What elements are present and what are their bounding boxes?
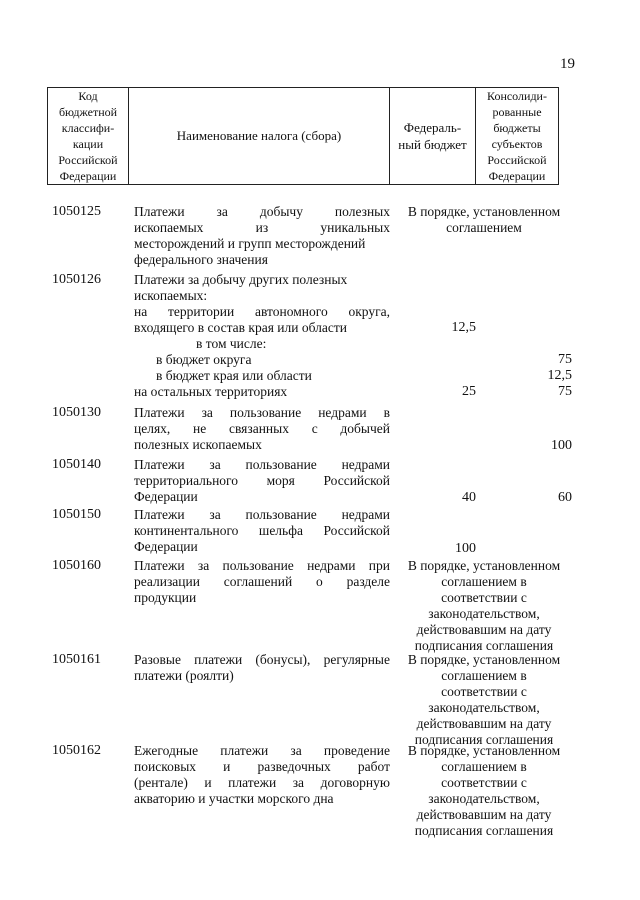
row-name: [134, 204, 390, 268]
row-note-line: соглашением: [446, 220, 522, 235]
row-note-line: В порядке, установленном: [407, 743, 561, 758]
row-name-line: полезных ископаемых: [134, 437, 262, 452]
header-regional-line: Федерации: [488, 169, 546, 183]
header-regional-line: рованные: [492, 105, 542, 119]
header-code-line: Российской: [58, 153, 118, 167]
row-code: 1050130: [52, 405, 101, 420]
row-name-line: платежи (роялти): [134, 668, 234, 683]
row-note-line: действовавшим на дату: [416, 716, 552, 731]
regional-value: 100: [551, 438, 572, 453]
row-name-line: Федерации: [134, 539, 198, 554]
row-name-line: Платежи за пользование недрами при: [134, 558, 390, 573]
row-note-line: подписания соглашения: [414, 823, 554, 838]
header-code-line: кации: [72, 137, 104, 151]
row-name-line: целях, не связанных с добычей: [134, 421, 390, 436]
header-regional-cell: [476, 88, 559, 185]
header-federal-cell: [390, 88, 476, 185]
row-code: 1050150: [52, 507, 101, 522]
header-code-line: Федерации: [59, 169, 117, 183]
row-name-line: ископаемых:: [134, 288, 208, 303]
regional-value: 60: [558, 490, 572, 505]
header-regional-line: субъектов: [491, 137, 543, 151]
row-note-line: законодательством,: [428, 606, 540, 621]
row-code: 1050161: [52, 652, 101, 667]
row-name-line: территориального моря Российской: [134, 473, 390, 488]
row-note-line: соглашением в: [441, 668, 527, 683]
row-note-line: законодательством,: [428, 700, 540, 715]
header-code-cell: [48, 88, 129, 185]
row-name-line: Платежи за пользование недрами: [134, 457, 390, 472]
row-code: 1050140: [52, 457, 101, 472]
row-note-line: соответствии с: [441, 590, 527, 605]
row-name-line: продукции: [134, 590, 197, 605]
row-name: [134, 558, 390, 606]
header-name-text: Наименование налога (сбора): [176, 128, 342, 143]
row-name-line: входящего в состав края или области: [134, 320, 347, 335]
row-code: 1050126: [52, 272, 101, 287]
row-name-line: Федерации: [134, 489, 198, 504]
row-name: [134, 652, 390, 684]
header-regional-line: Консолиди-: [487, 89, 547, 103]
row-code: 1050162: [52, 743, 101, 758]
row-note-line: соглашением в: [441, 759, 527, 774]
row-note-line: подписания соглашения: [414, 732, 554, 747]
row-name-line: Платежи за пользование недрами в: [134, 405, 390, 420]
row-name-line: поисковых и разведочных работ: [134, 759, 390, 774]
row-name-line: Платежи за добычу полезных: [134, 204, 390, 219]
row-name-line: федерального значения: [134, 252, 268, 267]
row-note-line: В порядке, установленном: [407, 558, 561, 573]
row-note: [396, 652, 572, 748]
row-name: [134, 272, 390, 400]
table-header: [47, 87, 559, 185]
row-name-line: реализации соглашений о разделе: [134, 574, 390, 589]
row-name: [134, 507, 390, 555]
row-note-line: действовавшим на дату: [416, 807, 552, 822]
row-name: [134, 405, 390, 453]
row-note-line: соглашением в: [441, 574, 527, 589]
header-federal-line: Федераль-: [403, 120, 462, 135]
federal-value: 40: [462, 490, 476, 505]
header-code-line: классифи-: [61, 121, 115, 135]
row-name-line: Платежи за добычу других полезных: [134, 272, 348, 287]
row-name-line: Разовые платежи (бонусы), регулярные: [134, 652, 390, 667]
row-name: [134, 743, 390, 807]
header-federal-line: ный бюджет: [398, 137, 467, 152]
row-name-line: в бюджет края или области: [156, 368, 312, 383]
row-note-line: действовавшим на дату: [416, 622, 552, 637]
row-note-line: законодательством,: [428, 791, 540, 806]
row-code: 1050125: [52, 204, 101, 219]
row-name-line: на остальных территориях: [134, 384, 288, 399]
header-regional-line: бюджеты: [493, 121, 541, 135]
row-name-line: на территории автономного округа,: [134, 304, 390, 319]
row-name-line: (рентале) и платежи за договорную: [134, 775, 390, 790]
row-name-line: континентального шельфа Российской: [134, 523, 390, 538]
header-name-cell: [129, 88, 390, 185]
regional-value: 75: [558, 384, 572, 399]
row-note-line: соответствии с: [441, 684, 527, 699]
row-name-line: в том числе:: [196, 336, 267, 351]
regional-value: 75: [558, 352, 572, 367]
row-note: [396, 558, 572, 654]
row-note-line: подписания соглашения: [414, 638, 554, 653]
federal-value: 25: [462, 384, 476, 399]
row-name-line: в бюджет округа: [156, 352, 252, 367]
row-name-line: месторождений и групп месторождений: [134, 236, 366, 251]
row-note-line: В порядке, установленном: [407, 652, 561, 667]
regional-value: 12,5: [547, 368, 572, 383]
header-code-line: бюджетной: [58, 105, 118, 119]
row-note-line: соответствии с: [441, 775, 527, 790]
federal-value: 100: [455, 541, 476, 556]
row-note: [396, 204, 572, 236]
row-code: 1050160: [52, 558, 101, 573]
federal-value: 12,5: [451, 320, 476, 335]
row-name-line: Платежи за пользование недрами: [134, 507, 390, 522]
header-regional-line: Российской: [487, 153, 547, 167]
row-note-line: В порядке, установленном: [407, 204, 561, 219]
page-number: 19: [560, 56, 575, 72]
row-name: [134, 457, 390, 505]
row-name-line: ископаемых из уникальных: [134, 220, 390, 235]
header-code-line: Код: [78, 89, 98, 103]
row-name-line: акваторию и участки морского дна: [134, 791, 334, 806]
row-note: [396, 743, 572, 839]
row-name-line: Ежегодные платежи за проведение: [134, 743, 390, 758]
